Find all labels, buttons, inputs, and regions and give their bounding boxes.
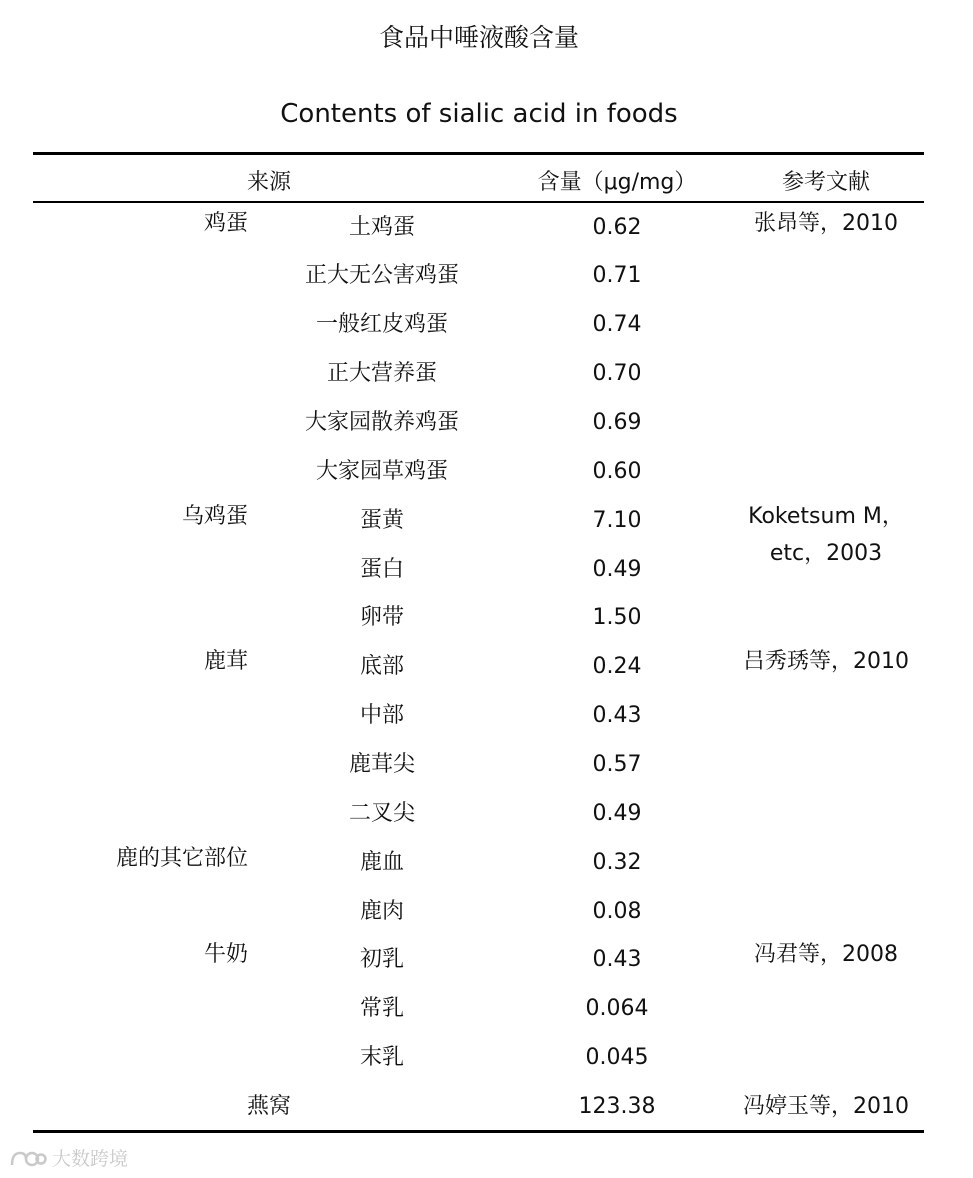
row-sub-item: 土鸡蛋	[348, 215, 416, 240]
row-value: 0.43	[592, 947, 642, 972]
row-sub-item: 卵带	[359, 605, 405, 630]
row-value: 0.49	[592, 557, 642, 582]
row-value: 0.064	[585, 996, 649, 1021]
header-reference: 参考文献	[781, 170, 871, 195]
group-reference-egg: 张昂等，2010	[754, 211, 898, 236]
row-value: 0.70	[592, 361, 642, 386]
row-sub-item: 蛋黄	[359, 508, 405, 533]
group-reference-black-chicken-egg-line1: Koketsum M，	[748, 504, 904, 529]
watermark-logo-icon	[8, 1147, 48, 1171]
row-value: 0.24	[592, 654, 642, 679]
row-sub-item: 鹿肉	[359, 899, 405, 924]
group-source-milk: 牛奶	[203, 942, 248, 967]
group-source-black-chicken-egg: 乌鸡蛋	[181, 504, 248, 529]
row-value: 0.60	[592, 459, 642, 484]
group-source-deer-other: 鹿的其它部位	[115, 846, 248, 871]
row-sub-item: 正大无公害鸡蛋	[304, 263, 460, 288]
row-value: 0.08	[592, 899, 642, 924]
group-reference-black-chicken-egg-line2: etc，2003	[769, 541, 883, 566]
row-sub-item: 底部	[359, 654, 405, 679]
row-value: 0.71	[592, 263, 642, 288]
table-top-rule	[33, 152, 924, 155]
row-value: 0.74	[592, 312, 642, 337]
last-row-reference: 冯婷玉等，2010	[743, 1094, 909, 1119]
row-sub-item: 一般红皮鸡蛋	[315, 312, 449, 337]
row-sub-item: 蛋白	[359, 557, 405, 582]
row-sub-item: 大家园散养鸡蛋	[304, 410, 460, 435]
group-source-antler: 鹿茸	[203, 649, 248, 674]
row-value: 0.32	[592, 850, 642, 875]
row-value: 7.10	[592, 508, 642, 533]
row-sub-item: 末乳	[359, 1045, 405, 1070]
table-bottom-rule	[33, 1130, 924, 1133]
title-chinese: 食品中唾液酸含量	[378, 23, 579, 52]
row-sub-item: 鹿血	[359, 850, 405, 875]
row-value: 0.57	[592, 752, 642, 777]
row-sub-item: 常乳	[359, 996, 405, 1021]
row-value: 0.045	[585, 1045, 649, 1070]
row-value: 1.50	[592, 605, 642, 630]
row-value: 0.69	[592, 410, 642, 435]
row-sub-item: 初乳	[359, 947, 405, 972]
header-source: 来源	[246, 170, 292, 195]
row-sub-item: 大家园草鸡蛋	[315, 459, 449, 484]
row-value: 0.49	[592, 801, 642, 826]
row-sub-item: 鹿茸尖	[348, 752, 416, 777]
table-header-rule	[33, 201, 924, 203]
group-source-egg: 鸡蛋	[203, 211, 248, 236]
watermark	[8, 1146, 128, 1172]
group-reference-milk: 冯君等，2008	[754, 942, 898, 967]
watermark-text: 大数跨境	[52, 1148, 129, 1170]
row-sub-item: 二叉尖	[348, 801, 416, 826]
group-reference-antler: 吕秀琇等，2010	[743, 649, 909, 674]
row-value: 0.43	[592, 703, 642, 728]
last-row-source: 燕窝	[246, 1094, 292, 1119]
last-row-value: 123.38	[578, 1094, 656, 1119]
row-sub-item: 中部	[359, 703, 405, 728]
header-content: 含量（μg/mg）	[537, 170, 697, 195]
title-english: Contents of sialic acid in foods	[280, 99, 678, 129]
row-value: 0.62	[592, 215, 642, 240]
row-sub-item: 正大营养蛋	[326, 361, 438, 386]
